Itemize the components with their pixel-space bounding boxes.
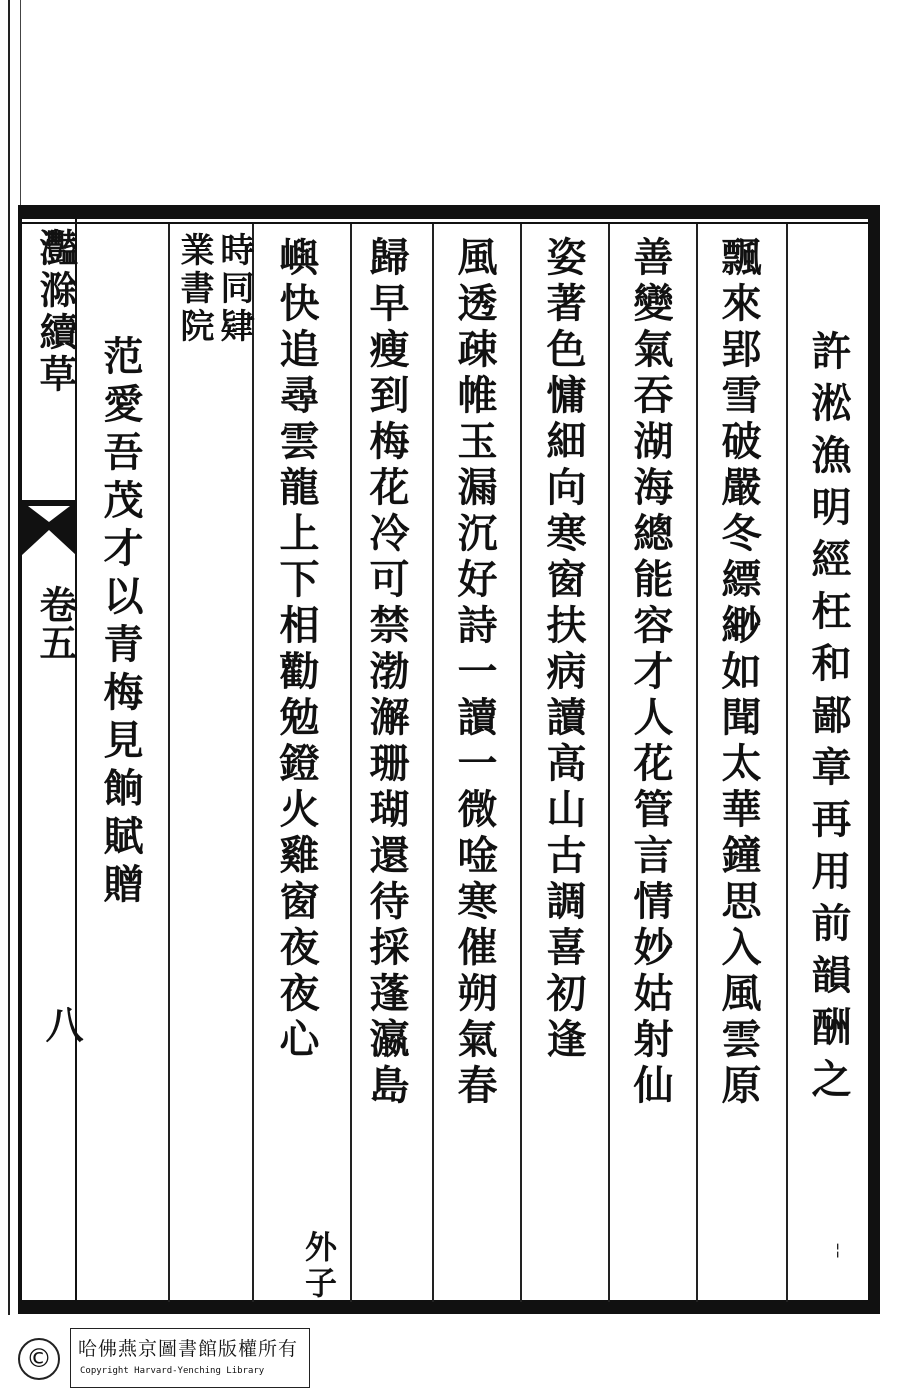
- spine-juan: 卷五: [33, 585, 78, 661]
- binding-line: [20, 0, 21, 205]
- poem-title: 范愛吾茂才以青梅見餉賦贈: [97, 335, 144, 911]
- frame-border-top-inner: [18, 222, 880, 224]
- copyright-icon: ©: [18, 1338, 60, 1380]
- note-top: 時同肄: [214, 232, 254, 346]
- column-rule: [696, 224, 698, 1302]
- frame-border-top: [18, 205, 880, 219]
- frame-border-right: [868, 205, 880, 1314]
- text-column: 善變氣吞湖海總能容才人花管言情妙姑射仙: [627, 236, 674, 1110]
- binding-line: [8, 0, 10, 1315]
- frame-border-left: [18, 205, 22, 1314]
- copyright-chinese: 哈佛燕京圖書館版權所有: [78, 1338, 299, 1360]
- column-rule: [520, 224, 522, 1302]
- text-column: 嶼快追尋雲龍上下相勸勉鐙火雞窗夜夜心: [273, 236, 320, 1064]
- column-rule: [786, 224, 788, 1302]
- spine-page-number: 八: [39, 1005, 84, 1043]
- poem-title: 許淞漁明經枉和鄙章再用前韻酬之: [805, 330, 852, 1110]
- note-bottom: 業書院: [174, 232, 214, 346]
- column-rule: [432, 224, 434, 1302]
- column-tail: 外子: [300, 1230, 338, 1302]
- spine-title: 灩滁續草: [33, 228, 78, 396]
- frame-border-bottom: [18, 1300, 880, 1314]
- fish-tail-icon: [22, 500, 76, 555]
- margin-mark: ¦: [835, 1240, 841, 1259]
- text-column: 姿著色慵細向寒窗扶病讀高山古調喜初逢: [540, 236, 587, 1064]
- text-column: 歸早瘦到梅花冷可禁渤澥珊瑚還待採蓬瀛島: [363, 236, 410, 1110]
- column-rule: [252, 224, 254, 1302]
- column-rule: [168, 224, 170, 1302]
- column-rule: [350, 224, 352, 1302]
- text-column: 飄來郢雪破嚴冬縹緲如聞太華鐘思入風雲原: [715, 236, 762, 1110]
- copyright-stamp: [8, 1328, 308, 1388]
- copyright-english: Copyright Harvard-Yenching Library: [80, 1366, 265, 1376]
- text-column: 風透疎帷玉漏沉好詩一讀一微唫寒催朔氣春: [451, 236, 498, 1110]
- column-rule: [608, 224, 610, 1302]
